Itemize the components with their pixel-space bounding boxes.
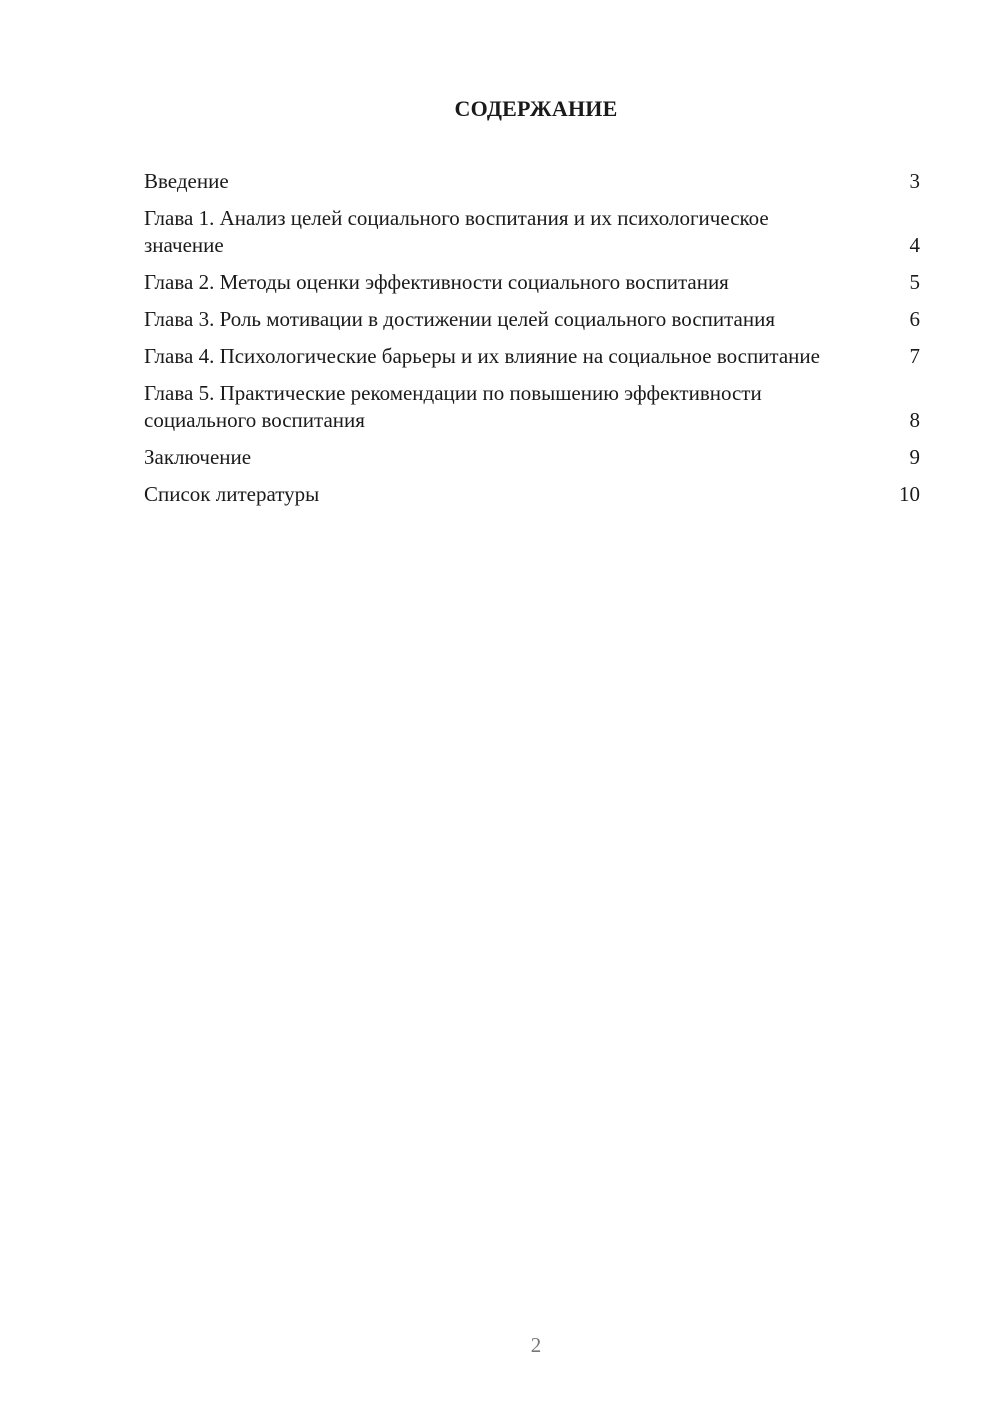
toc-entry-references: [144, 481, 920, 508]
toc-entry-chapter-2: [144, 269, 920, 296]
table-of-contents: [144, 168, 920, 518]
toc-entry-chapter-3: [144, 306, 920, 333]
toc-entry-page: 3: [909, 169, 920, 193]
toc-entry-page: 8: [909, 408, 920, 432]
toc-entry-page: 7: [909, 344, 920, 368]
toc-entry-page: 9: [909, 445, 920, 469]
toc-entry-page: 10: [899, 482, 920, 506]
toc-entry-text: Глава 5. Практические рекомендации по повышению эффективности социального воспитания: [144, 381, 762, 432]
toc-entry-text: Глава 4. Психологические барьеры и их влияние на социальное воспитание: [144, 344, 820, 368]
toc-entry-chapter-1: [144, 205, 920, 259]
toc-entry-text: Глава 3. Роль мотивации в достижении целей социального воспитания: [144, 307, 776, 331]
toc-entry-page: 5: [909, 270, 920, 294]
page-title: СОДЕРЖАНИЕ: [454, 96, 618, 121]
toc-entry-conclusion: [144, 444, 920, 471]
toc-entry-text: Глава 2. Методы оценки эффективности социального воспитания: [144, 270, 729, 294]
page-number: 2: [530, 1333, 542, 1357]
toc-entry-page: 4: [909, 233, 920, 257]
toc-entry-text: Список литературы: [144, 482, 320, 506]
toc-entry-introduction: [144, 168, 920, 195]
toc-entry-text: Заключение: [144, 445, 252, 469]
toc-entry-text: Введение: [144, 169, 229, 193]
toc-entry-text: Глава 1. Анализ целей социального воспитания и их психологическое значение: [144, 206, 769, 257]
toc-entry-page: 6: [909, 307, 920, 331]
toc-entry-chapter-4: [144, 343, 920, 370]
toc-entry-chapter-5: [144, 380, 920, 434]
